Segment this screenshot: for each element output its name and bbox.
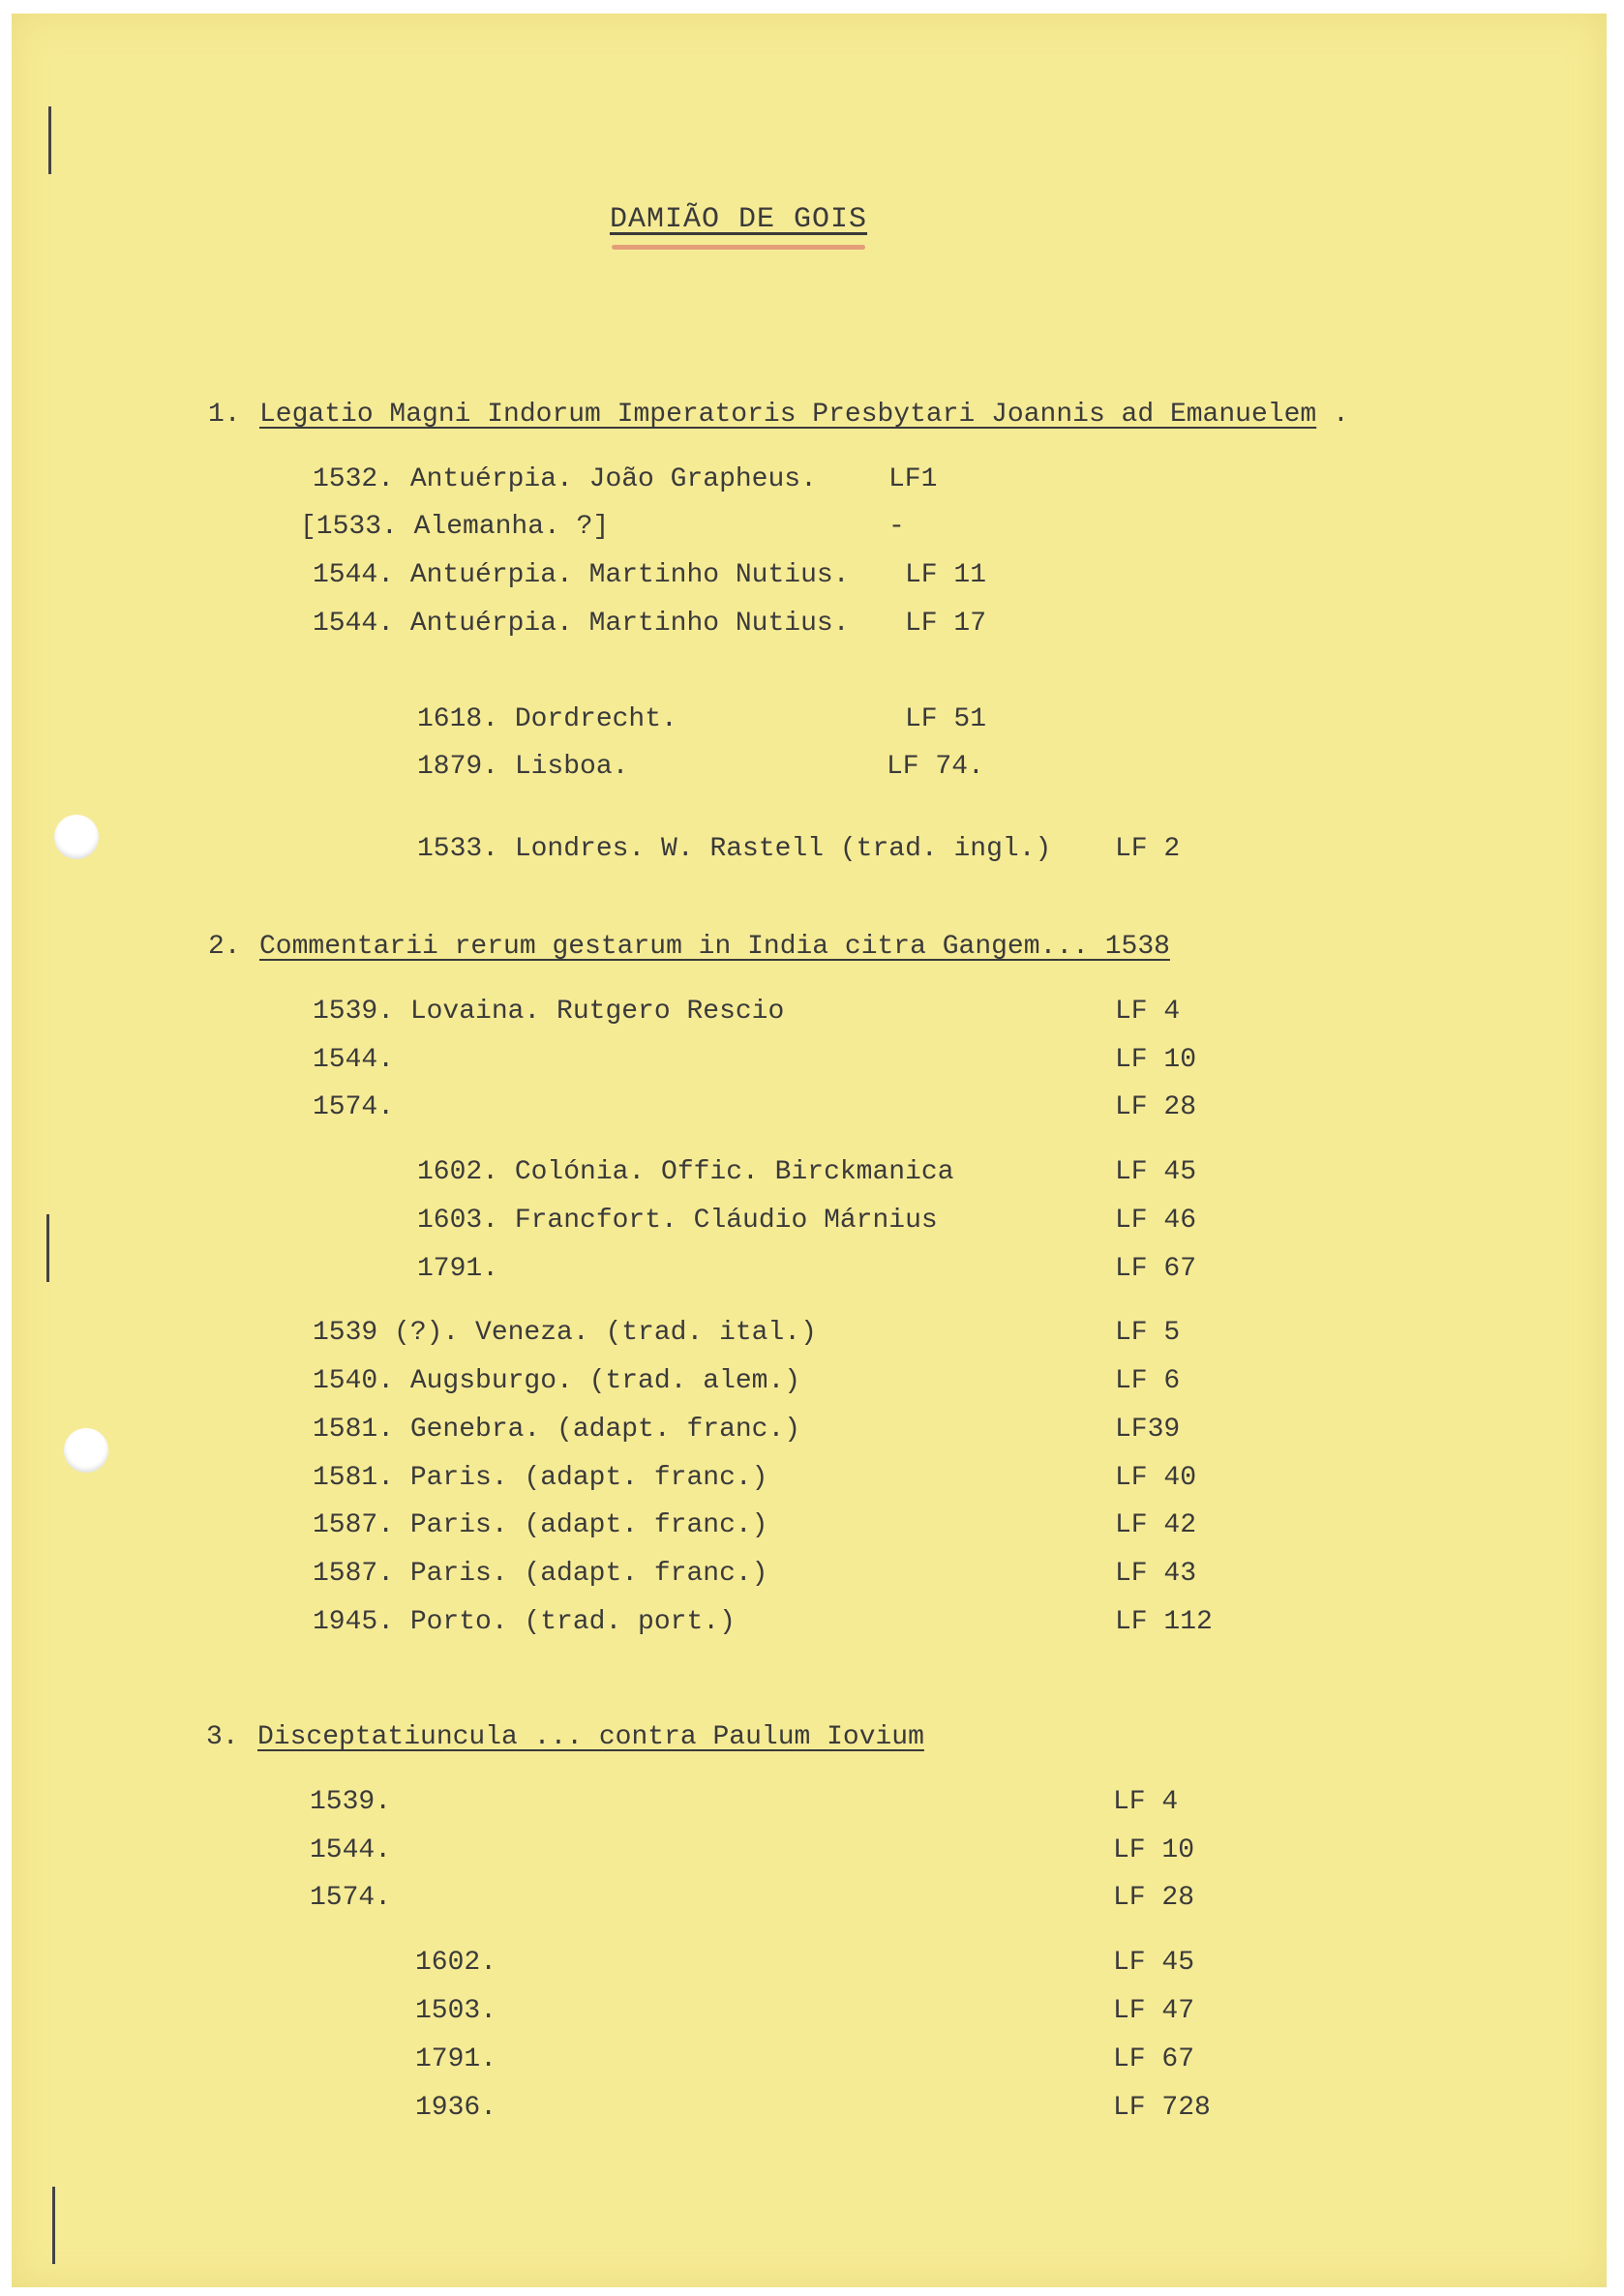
red-underline-mark xyxy=(612,245,865,250)
margin-mark xyxy=(46,1214,49,1282)
section-heading: Commentarii rerum gestarum in India citra Gangem... 1538 xyxy=(259,932,1170,962)
entry-ref: LF 4 xyxy=(1115,997,1181,1027)
entry-ref: LF 46 xyxy=(1115,1206,1197,1236)
entry-text: 1544. Antuérpia. Martinho Nutius. xyxy=(313,560,850,590)
entry-text: 1503. xyxy=(415,1996,497,2026)
section-heading: Legatio Magni Indorum Imperatoris Presbytari Joannis ad Emanuelem . xyxy=(259,400,1349,430)
entry-ref: LF 17 xyxy=(905,609,987,639)
page-title: DAMIÃO DE GOIS xyxy=(610,203,868,236)
entry-text: 1936. xyxy=(415,2093,497,2123)
entry-text: 1539 (?). Veneza. (trad. ital.) xyxy=(313,1318,817,1348)
entry-text: 1544. xyxy=(310,1835,392,1865)
entry-ref: LF 4 xyxy=(1113,1787,1179,1817)
entry-ref: LF 10 xyxy=(1115,1045,1197,1075)
entry-ref: - xyxy=(888,512,905,542)
entry-text: [1533. Alemanha. ?] xyxy=(300,512,610,542)
entry-ref: LF 45 xyxy=(1115,1157,1197,1187)
entry-ref: LF 2 xyxy=(1115,834,1181,864)
entry-ref: LF 45 xyxy=(1113,1948,1195,1978)
entry-ref: LF 10 xyxy=(1113,1835,1195,1865)
entry-ref: LF 28 xyxy=(1115,1092,1197,1122)
entry-text: 1574. xyxy=(313,1092,395,1122)
section-number: 3. xyxy=(206,1722,239,1752)
entry-ref: LF 28 xyxy=(1113,1883,1195,1913)
entry-text: 1791. xyxy=(415,2044,497,2074)
entry-text: 1581. Genebra. (adapt. franc.) xyxy=(313,1415,801,1445)
punch-hole-top xyxy=(54,815,99,859)
entry-text: 1581. Paris. (adapt. franc.) xyxy=(313,1463,768,1493)
entry-text: 1540. Augsburgo. (trad. alem.) xyxy=(313,1366,801,1396)
entry-ref: LF 51 xyxy=(905,704,987,734)
entry-text: 1544. xyxy=(313,1045,395,1075)
entry-text: 1602. Colónia. Offic. Birckmanica xyxy=(417,1157,954,1187)
section-number: 1. xyxy=(208,400,241,430)
entry-ref: LF 5 xyxy=(1115,1318,1181,1348)
entry-text: 1602. xyxy=(415,1948,497,1978)
section-heading: Disceptatiuncula ... contra Paulum Iovium xyxy=(257,1722,924,1752)
punch-hole-bottom xyxy=(64,1428,108,1473)
entry-ref: LF 112 xyxy=(1115,1607,1213,1637)
entry-text: 1539. xyxy=(310,1787,392,1817)
margin-mark xyxy=(48,106,51,174)
paper-sheet xyxy=(12,14,1607,2287)
entry-text: 1618. Dordrecht. xyxy=(417,704,677,734)
entry-ref: LF 47 xyxy=(1113,1996,1195,2026)
entry-ref: LF 40 xyxy=(1115,1463,1197,1493)
entry-text: 1533. Londres. W. Rastell (trad. ingl.) xyxy=(417,834,1052,864)
entry-text: 1587. Paris. (adapt. franc.) xyxy=(313,1559,768,1589)
entry-text: 1532. Antuérpia. João Grapheus. xyxy=(313,464,817,494)
entry-text: 1587. Paris. (adapt. franc.) xyxy=(313,1510,768,1540)
entry-ref: LF 11 xyxy=(905,560,987,590)
entry-text: 1544. Antuérpia. Martinho Nutius. xyxy=(313,609,850,639)
entry-ref: LF 42 xyxy=(1115,1510,1197,1540)
entry-text: 1539. Lovaina. Rutgero Rescio xyxy=(313,997,785,1027)
entry-ref: LF 74. xyxy=(887,752,984,782)
entry-ref: LF 67 xyxy=(1113,2044,1195,2074)
section-number: 2. xyxy=(208,932,241,962)
entry-ref: LF 728 xyxy=(1113,2093,1211,2123)
entry-ref: LF 67 xyxy=(1115,1254,1197,1284)
entry-text: 1879. Lisboa. xyxy=(417,752,629,782)
entry-text: 1574. xyxy=(310,1883,392,1913)
entry-text: 1791. xyxy=(417,1254,499,1284)
entry-ref: LF1 xyxy=(888,464,938,494)
entry-ref: LF 43 xyxy=(1115,1559,1197,1589)
entry-text: 1945. Porto. (trad. port.) xyxy=(313,1607,736,1637)
margin-mark xyxy=(52,2187,55,2264)
entry-ref: LF 6 xyxy=(1115,1366,1181,1396)
entry-ref: LF39 xyxy=(1115,1415,1181,1445)
entry-text: 1603. Francfort. Cláudio Márnius xyxy=(417,1206,938,1236)
